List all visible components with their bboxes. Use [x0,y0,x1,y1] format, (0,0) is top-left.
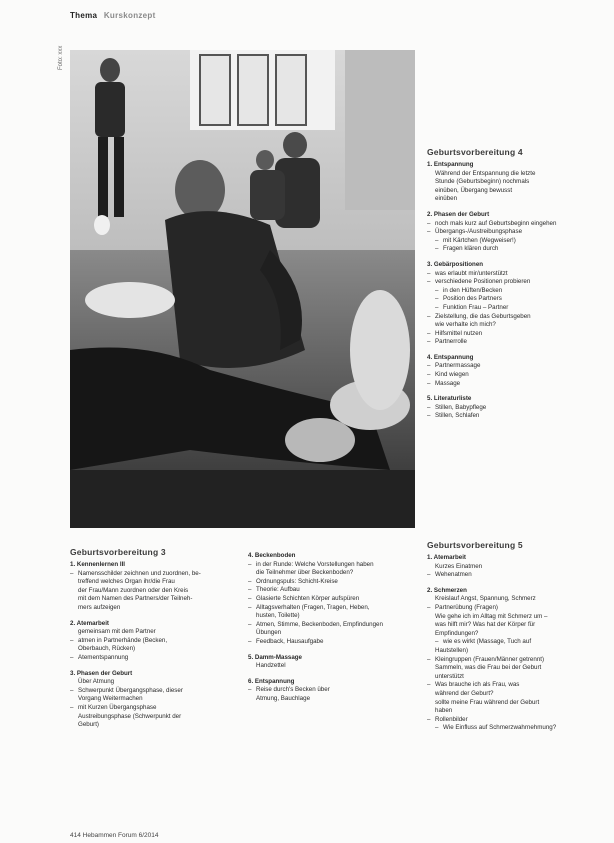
block-line: Sammeln, was die Frau bei der Geburt [435,664,542,672]
content-block [427,395,607,421]
block-line: Vorgang Weitermachen [78,695,143,703]
block-line: Atmung, Bauchlage [256,694,311,702]
block-line: Handzettel [256,662,286,670]
section-gv4 [427,147,607,428]
content-block [248,654,420,671]
section-gv3-body [70,561,240,730]
block-line: Oberbauch, Rücken) [78,645,136,653]
photo-illustration [70,50,415,528]
block-line: Austreibungsphase (Schwerpunkt der [78,712,182,720]
block-line: sollte meine Frau während der Geburt [435,698,540,706]
photo-credit: Foto: xxx [58,45,64,70]
block-line: – Übergangs-/Austreibungsphase [427,228,607,237]
block-line: – atmen in Partnerhände (Becken, [70,637,240,646]
block-line: – Ordnungspuls: Schicht-Kreise [248,578,420,587]
block-line: gemeinsam mit dem Partner [78,628,156,636]
section-gv4-title: Geburtsvorbereitung 4 [427,147,523,157]
block-line: mers aufzeigen [78,603,121,611]
block-line: – Namensschilder zeichnen und zuordnen, be- [70,570,240,579]
block-line: Kurzes Einatmen [435,562,483,570]
block-line: wie verhalte ich mich? [435,321,496,329]
content-block [427,261,607,347]
block-line: Übungen [256,629,282,637]
block-line: – mit Kärtchen (Wegweiser!) [427,237,607,246]
block-line: – in der Runde: Welche Vorstellungen haben [248,561,420,570]
content-block [427,554,607,580]
block-heading: 2. Atemarbeit [70,619,109,627]
block-line: – Zielstellung, die das Geburtsgeben [427,313,607,322]
page-header [70,11,156,20]
block-line: – Reise durch's Becken über [248,686,420,695]
block-line: husten, Toilette) [256,612,300,620]
section-gv4-body [427,161,607,421]
content-block [70,670,240,730]
block-line: – Atmen, Stimme, Beckenboden, Empfindungen [248,621,420,630]
block-line: – Wehenatmen [427,571,607,580]
header-topic: Thema [70,11,98,20]
block-line: Kreislauf Angst, Spannung, Schmerz [435,595,536,603]
content-block [427,354,607,388]
block-line: – mit Kurzen Übergangsphase [70,704,240,713]
block-heading: 2. Schmerzen [427,586,467,594]
block-line: – Partnermassage [427,362,607,371]
block-line: – Stillen, Babypflege [427,404,607,413]
block-line: – Was brauche ich als Frau, was [427,681,607,690]
block-line: der Frau/Mann zuordnen oder den Kreis [78,586,189,594]
section-gv5-body [427,554,607,733]
block-line: einüben [435,195,458,203]
block-heading: 5. Literaturliste [427,395,472,403]
block-line: – in den Hüften/Becken [427,287,607,296]
block-line: Empfindungen? [435,629,479,637]
block-heading: 3. Phasen der Geburt [70,669,133,677]
block-line: – verschiedene Positionen probieren [427,278,607,287]
page-footer: 414 Hebammen Forum 6/2014 [70,832,159,839]
block-heading: 1. Atemarbeit [427,554,466,561]
section-gv5 [427,540,607,740]
block-line: einüben, Übergang bewusst [435,186,513,194]
block-line: Hautstellen) [435,646,469,654]
block-line: – Atementspannung [70,654,240,663]
block-heading: 2. Phasen der Geburt [427,210,490,218]
block-line: Über Atmung [78,678,115,686]
block-line: Stunde (Geburtsbeginn) nochmals [435,178,530,186]
block-line: treffend welches Organ ihr/die Frau [78,578,175,586]
content-block [70,620,240,663]
section-gv3-title: Geburtsvorbereitung 3 [70,547,166,557]
content-block [70,561,240,613]
block-line: mit dem Namen des Partners/der Teilneh- [78,595,193,603]
block-line: – noch mals kurz auf Geburtsbeginn eingehen [427,220,607,229]
block-line: – Fragen klären durch [427,245,607,254]
section-gv3-continued [248,552,420,711]
block-heading: 1. Entspannung [427,161,474,168]
block-line: – wie es wirkt (Massage, Tuch auf [427,638,607,647]
block-heading: 4. Entspannung [427,353,474,361]
block-line: – Partnerübung (Fragen) [427,604,607,613]
block-line: während der Geburt? [435,689,494,697]
block-line: unterstützt [435,672,464,680]
block-line: haben [435,707,453,715]
block-line: – Massage [427,380,607,389]
block-heading: 5. Damm-Massage [248,653,302,661]
content-block [248,552,420,647]
block-line: – Glasierte Schichten Körper aufspüren [248,595,420,604]
block-line: – Wie Einfluss auf Schmerzwahrnehmung? [427,724,607,733]
content-block [427,161,607,204]
block-line: – Alltagsverhalten (Fragen, Tragen, Heben, [248,604,420,613]
block-line: die Teilnehmer über Beckenboden? [256,569,354,577]
block-line: – Schwerpunkt Übergangsphase, dieser [70,687,240,696]
block-line: – Funktion Frau – Partner [427,304,607,313]
block-line: Während der Entspannung die letzte [435,169,536,177]
section-gv3-continued-body [248,552,420,704]
content-block [427,211,607,254]
block-heading: 4. Beckenboden [248,552,296,559]
block-line: – Feedback, Hausaufgabe [248,638,420,647]
block-line: – Position des Partners [427,295,607,304]
block-heading: 1. Kennenlernen III [70,561,126,568]
content-block [248,678,420,704]
block-line: Wie gehe ich im Alltag mit Schmerz um – [435,612,548,620]
block-line: – Kind wiegen [427,371,607,380]
block-line: – Theorie: Aufbau [248,586,420,595]
course-photo [70,50,415,528]
section-gv3 [70,547,240,737]
block-heading: 3. Gebärpositionen [427,260,484,268]
block-line: – Kleingruppen (Frauen/Männer getrennt) [427,656,607,665]
block-line: – was erlaubt mir/unterstützt [427,270,607,279]
block-line: – Hilfsmittel nutzen [427,330,607,339]
section-gv5-title: Geburtsvorbereitung 5 [427,540,523,550]
block-line: – Rollenbilder [427,716,607,725]
header-subtitle: Kurskonzept [103,11,156,20]
block-line: – Stillen, Schlafen [427,412,607,421]
block-line: Geburt) [78,721,99,729]
block-line: was hilft mir? Was hat der Körper für [435,621,536,629]
block-heading: 6. Entspannung [248,677,295,685]
content-block [427,587,607,733]
block-line: – Partnerrolle [427,338,607,347]
